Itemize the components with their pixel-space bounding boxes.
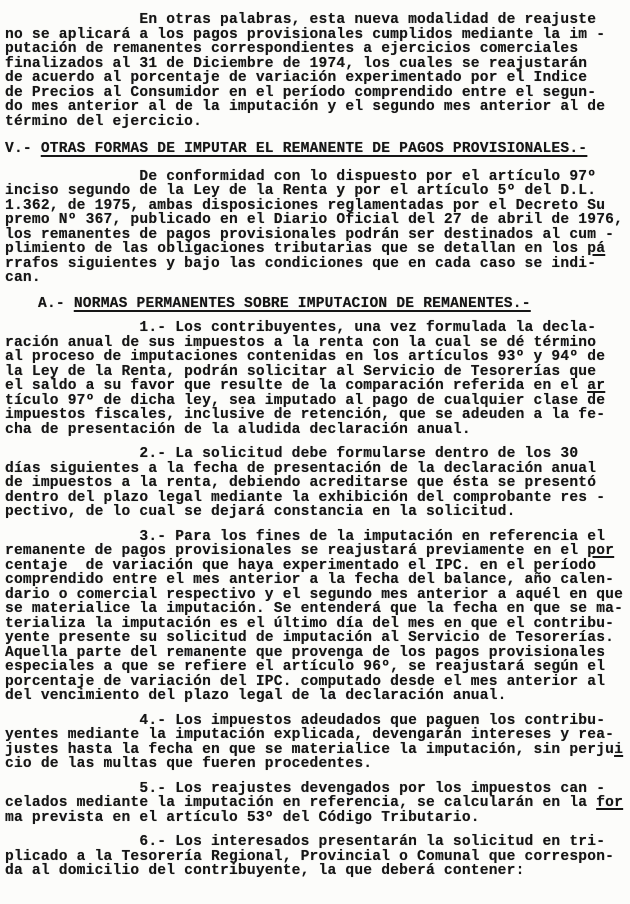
line-text: dario o comercial respectivo y el segundo mes anterior a aquél en que bbox=[5, 586, 624, 603]
line-text: plicado a la Tesorería Regional, Provincial o Comunal que correspon- bbox=[5, 848, 615, 865]
line-text: ma prevista en el artículo 53º del Código Tributario. bbox=[5, 809, 480, 826]
text-line bbox=[5, 199, 628, 214]
text-line bbox=[5, 423, 628, 438]
numbered-item-5 bbox=[5, 782, 628, 826]
line-text: dentro del plazo legal mediante la exhibición del comprobante res - bbox=[5, 489, 606, 506]
text-line bbox=[5, 170, 628, 185]
line-text: putación de remanentes correspondientes a ejercicios comerciales bbox=[5, 41, 579, 57]
text-line bbox=[5, 476, 628, 491]
text-line bbox=[5, 350, 628, 365]
text-line bbox=[5, 602, 628, 617]
section-a-title: NORMAS PERMANENTES SOBRE IMPUTACION DE REMANENTES.- bbox=[73, 295, 531, 312]
line-text: can. bbox=[5, 270, 41, 286]
text-line bbox=[5, 213, 628, 228]
text-line bbox=[5, 379, 628, 394]
text-line bbox=[5, 42, 628, 57]
line-text: porcentaje de variación del IPC. computado desde el mes anterior al bbox=[5, 673, 606, 690]
text-line bbox=[5, 530, 628, 545]
line-text: la Ley de la Renta, podrán solicitar al Servicio de Tesorerías que bbox=[5, 363, 597, 380]
line-text: cha de presentación de la aludida declaración anual. bbox=[5, 421, 471, 438]
line-text: do mes anterior al de la imputación y el segundo mes anterior al de bbox=[5, 99, 606, 115]
line-text: 4.- Los impuestos adeudados que paguen los contribu- bbox=[5, 712, 606, 729]
line-text: de acuerdo al porcentaje de variación experimentado por el Indice bbox=[5, 70, 588, 86]
text-line bbox=[5, 28, 628, 43]
text-line bbox=[5, 271, 628, 286]
underlined-syllable: for bbox=[596, 795, 624, 811]
text-line bbox=[5, 491, 628, 506]
text-line bbox=[5, 242, 628, 257]
text-line bbox=[5, 71, 628, 86]
line-text: de impuestos a la renta, debiendo acreditarse que ésta se presentó bbox=[5, 475, 597, 491]
line-text: rrafos siguientes y bajo las condiciones que en cada caso se indi- bbox=[5, 255, 597, 272]
text-line bbox=[5, 835, 628, 850]
text-line bbox=[5, 714, 628, 729]
line-text: de Precios al Consumidor en el período comprendido entre el segun- bbox=[5, 84, 597, 101]
numbered-item-4 bbox=[5, 714, 628, 772]
text-line bbox=[5, 559, 628, 574]
line-text: da al domicilio del contribuyente, la que deberá contener: bbox=[5, 863, 525, 879]
text-line bbox=[5, 660, 628, 675]
line-text: término del ejercicio. bbox=[5, 113, 203, 130]
text-line bbox=[5, 228, 628, 243]
text-line bbox=[5, 321, 628, 336]
numbered-item-2 bbox=[5, 447, 628, 520]
text-line bbox=[5, 57, 628, 72]
text-line bbox=[5, 689, 628, 704]
text-line bbox=[5, 646, 628, 661]
line-text: pectivo, de lo cual se dejará constancia en la solicitud. bbox=[5, 504, 516, 520]
line-text: cio de las multas que fueren procedentes. bbox=[5, 756, 373, 772]
line-text: En otras palabras, esta nueva modalidad de reajuste bbox=[5, 12, 597, 28]
line-text: tículo 97º de dicha ley, sea imputado al pago de cualquier clase de bbox=[5, 392, 606, 409]
text-line bbox=[5, 864, 628, 879]
text-line bbox=[5, 100, 628, 115]
line-text: De conformidad con lo dispuesto por el artículo 97º bbox=[5, 168, 597, 185]
line-text: impuestos fiscales, inclusive de retención, que se adeuden a la fe- bbox=[5, 407, 606, 423]
line-text: justes hasta la fecha en que se materialice la imputación, sin perju bbox=[5, 741, 615, 758]
text-line bbox=[5, 257, 628, 272]
line-text: yentes mediante la imputación explicada, devengarán intereses y rea- bbox=[5, 727, 615, 743]
section-a-heading bbox=[38, 297, 628, 312]
text-line bbox=[5, 447, 628, 462]
line-text: centaje de variación que haya experimentado el IPC. en el período bbox=[5, 557, 597, 574]
text-line bbox=[5, 757, 628, 772]
text-line bbox=[5, 675, 628, 690]
line-text: 1.- Los contribuyentes, una vez formulada la decla- bbox=[5, 320, 597, 336]
line-text: finalizados al 31 de Diciembre de 1974, los cuales se reajustarán bbox=[5, 55, 588, 72]
text-line bbox=[5, 850, 628, 865]
line-text: especiales a que se refiere el artículo 96º, se reajustará según el bbox=[5, 659, 606, 675]
underlined-syllable: por bbox=[587, 543, 615, 559]
line-text: 2.- La solicitud debe formularse dentro de los 30 bbox=[5, 446, 579, 462]
section-a-prefix: A.- bbox=[38, 295, 74, 312]
text-line bbox=[5, 588, 628, 603]
line-text: no se aplicará a los pagos provisionales cumplidos mediante la im - bbox=[5, 26, 606, 43]
text-line bbox=[5, 796, 628, 811]
text-line bbox=[5, 115, 628, 130]
line-text: ración anual de sus impuestos a la renta con la cual se dé término bbox=[5, 334, 597, 351]
underlined-syllable: i bbox=[614, 741, 624, 758]
numbered-item-3 bbox=[5, 530, 628, 704]
line-text: yente presente su solicitud de imputación al Servicio de Tesorerías. bbox=[5, 630, 615, 646]
text-line bbox=[5, 184, 628, 199]
line-text: celados mediante la imputación en referencia, se calcularán en la bbox=[5, 795, 597, 811]
section-v-prefix: V.- bbox=[5, 141, 41, 157]
text-line bbox=[5, 13, 628, 28]
line-text: 3.- Para los fines de la imputación en referencia el bbox=[5, 528, 606, 545]
text-line bbox=[5, 573, 628, 588]
underlined-syllable: ar bbox=[587, 378, 606, 394]
line-text: 5.- Los reajustes devengados por los impuestos can - bbox=[5, 780, 606, 797]
text-line bbox=[5, 631, 628, 646]
text-line bbox=[5, 365, 628, 380]
underlined-syllable: pá bbox=[587, 241, 606, 257]
intro-paragraph bbox=[5, 13, 628, 129]
line-text: días siguientes a la fecha de presentación de la declaración anual bbox=[5, 460, 597, 477]
text-line bbox=[5, 811, 628, 826]
text-line bbox=[5, 462, 628, 477]
numbered-item-6 bbox=[5, 835, 628, 879]
line-text: Aquella parte del remanente que provenga de los pagos provisionales bbox=[5, 644, 606, 661]
text-line bbox=[5, 782, 628, 797]
text-line bbox=[5, 408, 628, 423]
line-text: comprendido entre el mes anterior a la fecha del balance, año calen- bbox=[5, 572, 615, 588]
line-text: remanente de pagos provisionales se reajustará previamente en el bbox=[5, 543, 588, 559]
line-text: 1.362, de 1975, ambas disposiciones reglamentadas por el Decreto Su bbox=[5, 197, 606, 214]
line-text: se materialice la imputación. Se entenderá que la fecha en que se ma- bbox=[5, 601, 624, 617]
text-line bbox=[5, 544, 628, 559]
text-line bbox=[5, 394, 628, 409]
line-text: 6.- Los interesados presentarán la solicitud en tri- bbox=[5, 834, 606, 850]
text-line bbox=[5, 617, 628, 632]
text-line bbox=[5, 336, 628, 351]
text-line bbox=[5, 505, 628, 520]
line-text: del vencimiento del plazo legal de la declaración anual. bbox=[5, 688, 507, 704]
line-text: inciso segundo de la Ley de la Renta y por el artículo 5º del D.L. bbox=[5, 183, 597, 199]
line-text: premo Nº 367, publicado en el Diario Oficial del 27 de abril de 1976, bbox=[5, 212, 624, 228]
section-v-paragraph bbox=[5, 170, 628, 286]
text-line bbox=[5, 743, 628, 758]
section-v-heading bbox=[5, 142, 628, 157]
text-line bbox=[5, 728, 628, 743]
line-text: plimiento de las obligaciones tributarias que se detallan en los bbox=[5, 241, 588, 257]
line-text: los remanentes de pagos provisionales podrán ser destinados al cum - bbox=[5, 226, 615, 243]
numbered-item-1 bbox=[5, 321, 628, 437]
line-text: terializa la imputación es el último día del mes en que el contribu- bbox=[5, 615, 615, 632]
section-v-title: OTRAS FORMAS DE IMPUTAR EL REMANENTE DE PAGOS PROVISIONALES.- bbox=[40, 141, 588, 157]
text-line bbox=[5, 86, 628, 101]
line-text: al proceso de imputaciones contenidas en los artículos 93º y 94º de bbox=[5, 349, 606, 365]
line-text: el saldo a su favor que resulte de la comparación referida en el bbox=[5, 378, 588, 394]
section-a-items bbox=[5, 321, 628, 879]
